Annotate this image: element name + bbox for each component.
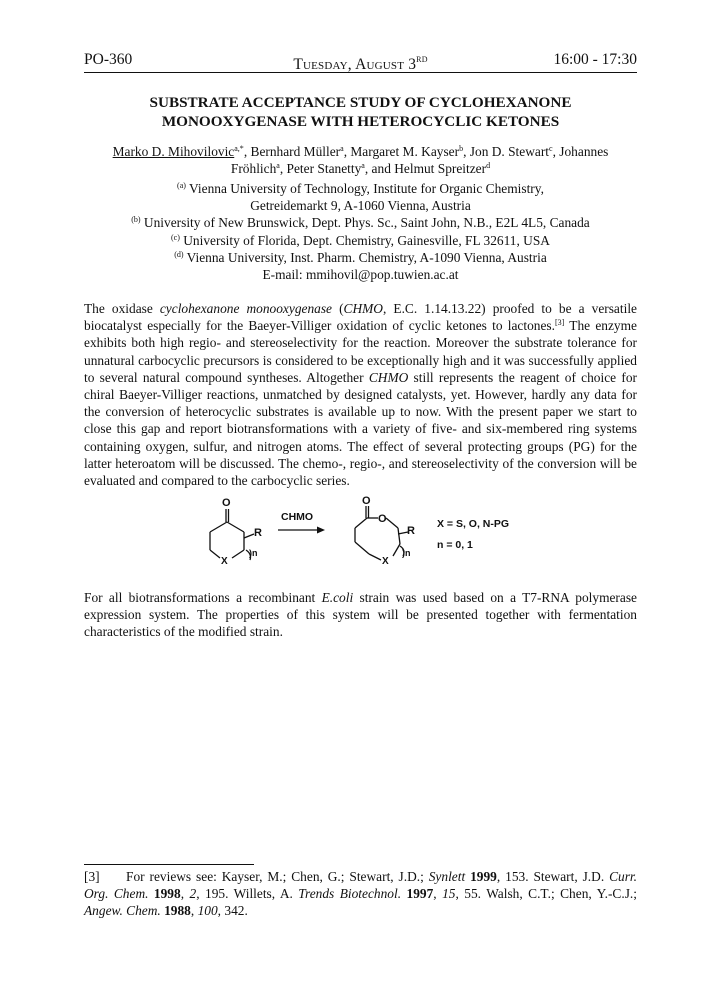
abstract-paragraph-2: For all biotransformations a recombinant E.coli strain was used based on a T7-RNA polymerase expression system. The properties of this system will be presented together with fermentation characteristics of the modified strain. xyxy=(84,590,637,640)
affiliation-a-address: Getreidemarkt 9, A-1060 Vienna, Austria xyxy=(250,198,471,214)
reaction-arrow xyxy=(278,527,325,534)
lactone-heteroatom-label: X xyxy=(382,556,389,566)
abstract-paragraph-1: The oxidase cyclohexanone monooxygenase (CHMO, E.C. 1.14.13.22) proofed to be a versatile biocatalyst especially for the Baeyer-Villiger oxidation of cyclic ketones to lactones.[3] The enzyme exhibits both high regio- and stereoselectivity for the reaction. Moreover the substrate tolerance for unnatural carbocyclic precursors is considered to be exceptionally high and it was successfully applied to several natural compound syntheses. Altogether CHMO still represents the reagent of choice for chiral Baeyer-Villiger reactions, unmatched by designed catalysts, yet. However, hardly any data for the conversion of heterocyclic substrates is available up to now. With the present paper we start to close this gap and report biotransformations with a variety of five- and six-membered ring systems containing oxygen, sulfur, and nitrogen atoms. The effect of several protecting groups (PG) for the latter heteroatom will be discussed. The chemo-, regio-, and stereoselectivity of the conversion will be evaluated and compared to the carbocyclic series. xyxy=(84,301,637,489)
lactone-ring-size-label: )n xyxy=(402,548,411,558)
poster-code: PO-360 xyxy=(84,51,133,68)
affiliation-b: $^{(b)}$ University of New Brunswick, Dept. Phys. Sc., Saint John, N.B., E2L 4L5, Canada xyxy=(131,215,590,231)
author-list: Marko D. Mihovilovic$^{a,*}$, Bernhard Müller$^a$, Margaret M. Kayser$^b$, Jon D. Stewart$^c$, Johannes Fröhlich$^a$, Peter Stanetty$^a$, and Helmut Spreitzer$^d$ xyxy=(112,144,609,176)
paper-title: SUBSTRATE ACCEPTANCE STUDY OF CYCLOHEXANONE MONOOXYGENASE WITH HETEROCYCLIC KETONES xyxy=(149,94,572,130)
heteroatom-condition: X = S, O, N-PG xyxy=(437,518,510,530)
ring-size-label: )n xyxy=(249,548,258,558)
ring-size-condition: n = 0, 1 xyxy=(437,539,473,551)
abstract-paragraph-2-container xyxy=(84,589,637,641)
affiliation-d: $^{(d)}$ Vienna University, Inst. Pharm. Chemistry, A-1090 Vienna, Austria xyxy=(174,249,547,265)
r-group-label: R xyxy=(254,527,262,539)
cyclohexanone-structure xyxy=(210,509,254,560)
reference-marker: [3] xyxy=(554,318,565,328)
session-date: Tuesday, August 3RD xyxy=(293,55,428,73)
presenting-author: Marko D. Mihovilovic xyxy=(112,144,235,159)
footnote-marker: [3] xyxy=(84,869,100,884)
abstract-body xyxy=(84,300,637,489)
reagent-label: CHMO xyxy=(281,511,314,523)
affiliation-a: $^{(a)}$ Vienna University of Technology, Institute for Organic Chemistry, xyxy=(177,181,544,196)
reaction-scheme xyxy=(188,494,538,566)
lactone-ring-oxygen-label: O xyxy=(378,513,387,525)
lactone-r-group-label: R xyxy=(407,525,415,537)
carbonyl-oxygen-label: O xyxy=(222,497,231,509)
affiliation-c: $^{(c)}$ University of Florida, Dept. Chemistry, Gainesville, FL 32611, USA xyxy=(171,232,550,248)
contact-email: E-mail: mmihovil@pop.tuwien.ac.at xyxy=(262,267,459,283)
lactone-carbonyl-oxygen-label: O xyxy=(362,495,371,507)
heteroatom-label: X xyxy=(221,556,228,566)
header-rule xyxy=(84,72,637,73)
footnote: [3] For reviews see: Kayser, M.; Chen, G.; Stewart, J.D.; Synlett 1999, 153. Stewart, J.D. Curr. Org. Chem. 1998, 2, 195. Willets, A. Trends Biotechnol. 1997, 15, 55. Walsh, C.T.; Chen, Y.-C.J.; Angew. Chem. 1988, 100, 342. xyxy=(84,869,637,919)
affiliations xyxy=(84,180,637,283)
footnote-rule xyxy=(84,864,254,865)
session-time: 16:00 - 17:30 xyxy=(553,51,637,68)
running-header xyxy=(84,50,637,74)
